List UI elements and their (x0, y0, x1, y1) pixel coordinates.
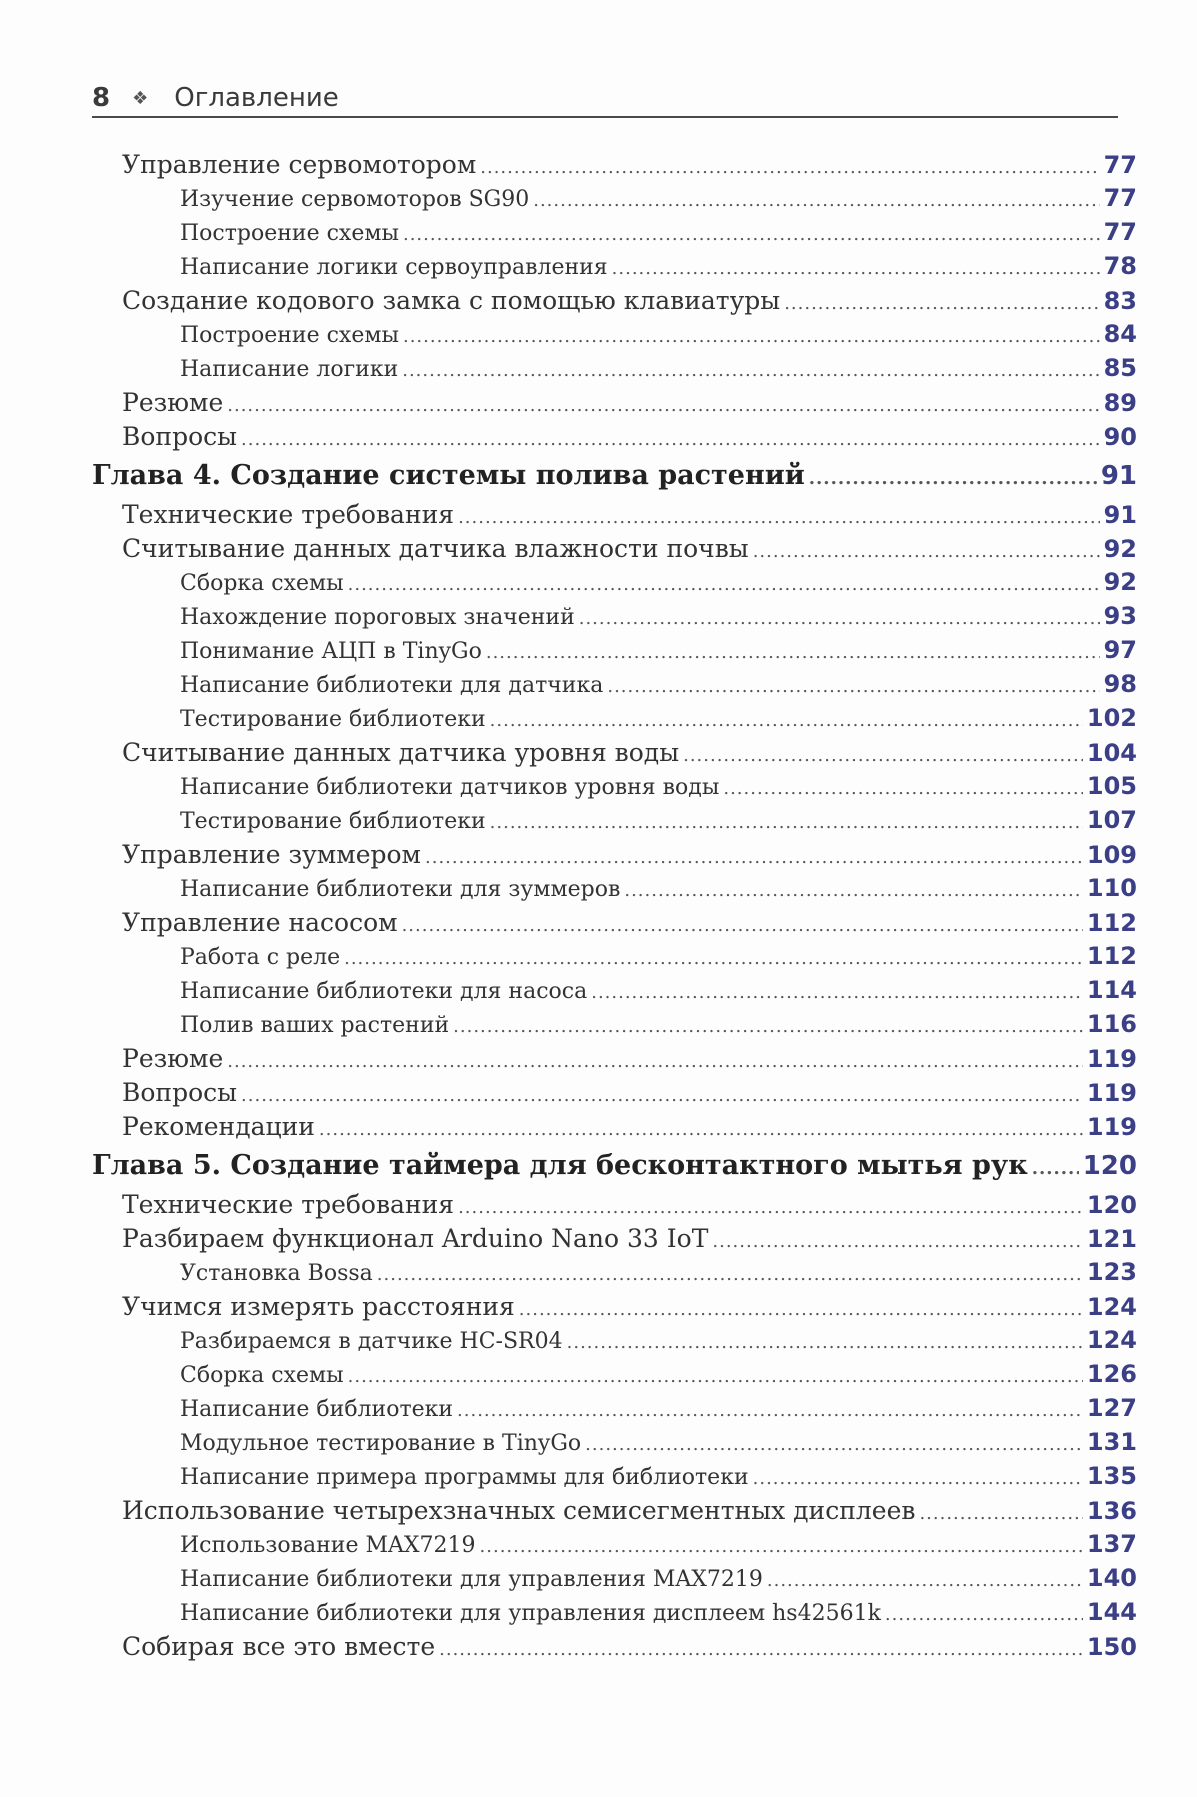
toc-entry-page: 83 (1103, 287, 1137, 315)
toc-entry-title: Написание примера программы для библиотеки (180, 1465, 749, 1490)
toc-entry (92, 1292, 1137, 1326)
toc-entry-page: 114 (1086, 976, 1137, 1004)
toc-entry-title: Технические требования (122, 500, 455, 529)
dot-leader (486, 642, 1100, 663)
toc-entry-title: Написание библиотеки (180, 1397, 454, 1422)
dot-leader (885, 1604, 1083, 1625)
toc-entry (92, 806, 1137, 840)
toc-entry-page: 119 (1086, 1113, 1137, 1141)
dot-leader (377, 1264, 1083, 1285)
toc-entry-page: 77 (1103, 151, 1137, 179)
toc-chapter (92, 460, 1137, 500)
toc-entry (92, 1044, 1137, 1078)
toc-entry-title: Вопросы (122, 1078, 238, 1107)
toc-entry-page: 119 (1086, 1079, 1137, 1107)
toc-chapter (92, 1150, 1137, 1190)
dot-leader (753, 541, 1100, 562)
dot-leader (227, 1051, 1083, 1072)
dot-leader (519, 1299, 1083, 1320)
dot-leader (767, 1570, 1083, 1591)
toc-entry-page: 136 (1086, 1497, 1137, 1525)
toc-entry-title: Резюме (122, 388, 224, 417)
table-of-contents (92, 150, 1137, 1666)
dot-leader (612, 258, 1100, 279)
toc-entry-title: Учимся измерять расстояния (122, 1292, 515, 1321)
toc-entry-page: 104 (1086, 739, 1137, 767)
toc-entry (92, 252, 1137, 286)
toc-entry (92, 1428, 1137, 1462)
toc-entry-title: Глава 4. Создание системы полива растений (92, 460, 805, 491)
toc-entry-title: Использование четырехзначных семисегментных дисплеев (122, 1496, 916, 1525)
toc-entry-title: Написание логики сервоуправления (180, 255, 608, 280)
toc-entry-page: 120 (1082, 1151, 1137, 1181)
dot-leader (490, 710, 1083, 731)
toc-entry-title: Управление насосом (122, 908, 398, 937)
toc-entry (92, 354, 1137, 388)
toc-entry-page: 124 (1086, 1293, 1137, 1321)
toc-entry (92, 1564, 1137, 1598)
toc-entry-page: 98 (1103, 670, 1137, 698)
toc-entry-page: 116 (1086, 1010, 1137, 1038)
toc-entry-title: Сборка схемы (180, 571, 344, 596)
toc-entry-title: Построение схемы (180, 323, 399, 348)
toc-entry-title: Тестирование библиотеки (180, 809, 486, 834)
toc-entry-page: 90 (1103, 423, 1137, 451)
dot-leader (425, 847, 1083, 868)
toc-entry (92, 602, 1137, 636)
toc-entry (92, 874, 1137, 908)
toc-entry-page: 131 (1086, 1428, 1137, 1456)
toc-entry (92, 738, 1137, 772)
toc-entry-page: 123 (1086, 1258, 1137, 1286)
dot-leader (319, 1119, 1083, 1140)
toc-entry-page: 91 (1100, 461, 1137, 491)
dot-leader (348, 574, 1100, 595)
toc-entry-title: Технические требования (122, 1190, 455, 1219)
toc-entry-title: Нахождение пороговых значений (180, 605, 575, 630)
toc-entry (92, 184, 1137, 218)
toc-entry-title: Написание библиотеки для зуммеров (180, 877, 621, 902)
dot-leader (784, 293, 1099, 314)
toc-entry (92, 422, 1137, 456)
toc-entry-title: Написание библиотеки для управления MAX7219 (180, 1567, 763, 1592)
toc-entry-title: Управление сервомотором (122, 150, 477, 179)
toc-entry-title: Глава 5. Создание таймера для бесконтактного мытья рук (92, 1150, 1028, 1181)
toc-entry (92, 1360, 1137, 1394)
toc-entry-title: Написание библиотеки датчиков уровня воды (180, 775, 720, 800)
dot-leader (480, 157, 1099, 178)
toc-entry-title: Вопросы (122, 422, 238, 451)
toc-entry-page: 77 (1103, 184, 1137, 212)
header-title: Оглавление (174, 83, 339, 113)
toc-entry (92, 1190, 1137, 1224)
toc-entry-page: 91 (1103, 501, 1137, 529)
toc-entry-title: Написание логики (180, 357, 399, 382)
toc-entry (92, 1394, 1137, 1428)
toc-entry-page: 110 (1086, 874, 1137, 902)
dot-leader (567, 1332, 1083, 1353)
toc-entry-title: Установка Bossa (180, 1261, 373, 1286)
toc-entry-page: 93 (1103, 602, 1137, 630)
toc-entry (92, 908, 1137, 942)
dot-leader (241, 429, 1100, 450)
toc-entry (92, 1258, 1137, 1292)
dot-leader (402, 915, 1083, 936)
dot-leader (439, 1639, 1083, 1660)
toc-entry (92, 1462, 1137, 1496)
dot-leader (402, 360, 1099, 381)
dot-leader (533, 190, 1099, 211)
toc-entry-page: 92 (1103, 535, 1137, 563)
toc-entry-title: Сборка схемы (180, 1363, 344, 1388)
page-number: 8 (92, 83, 111, 113)
dot-leader (403, 224, 1100, 245)
toc-entry-page: 84 (1103, 320, 1137, 348)
toc-entry (92, 772, 1137, 806)
toc-entry (92, 1010, 1137, 1044)
dot-leader (403, 326, 1100, 347)
toc-entry-title: Написание библиотеки для управления дисплеем hs42561k (180, 1601, 881, 1626)
toc-entry (92, 500, 1137, 534)
dot-leader (453, 1016, 1083, 1037)
toc-entry-page: 97 (1103, 636, 1137, 664)
toc-entry-title: Полив ваших растений (180, 1013, 450, 1038)
toc-entry-title: Считывание данных датчика уровня воды (122, 738, 680, 767)
toc-entry-title: Написание библиотеки для датчика (180, 673, 604, 698)
toc-entry-title: Создание кодового замка с помощью клавиатуры (122, 286, 781, 315)
toc-entry-title: Управление зуммером (122, 840, 421, 869)
running-header (92, 80, 1118, 118)
toc-entry-title: Написание библиотеки для насоса (180, 979, 588, 1004)
dot-leader (591, 982, 1083, 1003)
toc-entry-page: 78 (1103, 252, 1137, 280)
dot-leader (490, 812, 1083, 833)
toc-entry-page: 150 (1086, 1633, 1137, 1661)
dot-leader (458, 1197, 1083, 1218)
ornament-icon: ❖ (132, 87, 149, 109)
toc-entry (92, 218, 1137, 252)
toc-entry-title: Работа с реле (180, 945, 341, 970)
toc-entry-page: 112 (1086, 942, 1137, 970)
toc-entry (92, 1496, 1137, 1530)
toc-entry-page: 124 (1086, 1326, 1137, 1354)
toc-entry (92, 976, 1137, 1010)
dot-leader (458, 507, 1100, 528)
toc-entry-page: 137 (1086, 1530, 1137, 1558)
toc-entry (92, 1326, 1137, 1360)
toc-entry (92, 320, 1137, 354)
toc-entry-title: Рекомендации (122, 1112, 315, 1141)
toc-entry-page: 92 (1103, 568, 1137, 596)
dot-leader (344, 948, 1083, 969)
toc-entry (92, 1112, 1137, 1146)
dot-leader (607, 676, 1099, 697)
toc-entry-page: 121 (1086, 1225, 1137, 1253)
toc-entry-title: Изучение сервомоторов SG90 (180, 187, 530, 212)
toc-entry-title: Понимание АЦП в TinyGo (180, 639, 482, 664)
toc-entry-title: Модульное тестирование в TinyGo (180, 1431, 582, 1456)
toc-entry-title: Тестирование библиотеки (180, 707, 486, 732)
dot-leader (480, 1536, 1083, 1557)
toc-entry-title: Разбираемся в датчике HC-SR04 (180, 1329, 563, 1354)
toc-entry (92, 150, 1137, 184)
dot-leader (348, 1366, 1083, 1387)
toc-entry (92, 1078, 1137, 1112)
dot-leader (723, 778, 1083, 799)
toc-entry-page: 109 (1086, 841, 1137, 869)
toc-entry (92, 1598, 1137, 1632)
toc-entry (92, 840, 1137, 874)
toc-entry-title: Использование MAX7219 (180, 1533, 476, 1558)
toc-entry-title: Считывание данных датчика влажности почвы (122, 534, 749, 563)
toc-entry-page: 112 (1086, 909, 1137, 937)
toc-entry (92, 568, 1137, 602)
dot-leader (241, 1085, 1083, 1106)
toc-entry-page: 144 (1086, 1598, 1137, 1626)
toc-entry (92, 286, 1137, 320)
toc-entry-page: 135 (1086, 1462, 1137, 1490)
toc-entry-page: 105 (1086, 772, 1137, 800)
dot-leader (585, 1434, 1083, 1455)
dot-leader (624, 880, 1083, 901)
toc-entry-title: Собирая все это вместе (122, 1632, 436, 1661)
toc-entry-page: 127 (1086, 1394, 1137, 1422)
dot-leader (712, 1231, 1083, 1252)
toc-entry-page: 77 (1103, 218, 1137, 246)
toc-entry-title: Построение схемы (180, 221, 399, 246)
toc-entry (92, 1530, 1137, 1564)
toc-entry-page: 102 (1086, 704, 1137, 732)
dot-leader (457, 1400, 1083, 1421)
toc-entry (92, 636, 1137, 670)
toc-entry (92, 534, 1137, 568)
toc-entry (92, 942, 1137, 976)
toc-entry-page: 89 (1103, 389, 1137, 417)
toc-entry (92, 704, 1137, 738)
dot-leader (227, 395, 1099, 416)
toc-entry-page: 85 (1103, 354, 1137, 382)
dot-leader (579, 608, 1100, 629)
dot-leader (919, 1503, 1082, 1524)
toc-entry (92, 1224, 1137, 1258)
toc-entry-page: 126 (1086, 1360, 1137, 1388)
toc-entry (92, 670, 1137, 704)
dot-leader (1032, 1158, 1079, 1179)
toc-entry (92, 1632, 1137, 1666)
toc-entry-page: 119 (1086, 1045, 1137, 1073)
toc-entry-page: 107 (1086, 806, 1137, 834)
toc-entry-page: 140 (1086, 1564, 1137, 1592)
dot-leader (683, 745, 1083, 766)
dot-leader (753, 1468, 1083, 1489)
dot-leader (809, 468, 1097, 489)
toc-entry-page: 120 (1086, 1191, 1137, 1219)
toc-entry (92, 388, 1137, 422)
toc-entry-title: Резюме (122, 1044, 224, 1073)
toc-entry-title: Разбираем функционал Arduino Nano 33 IoT (122, 1224, 709, 1253)
